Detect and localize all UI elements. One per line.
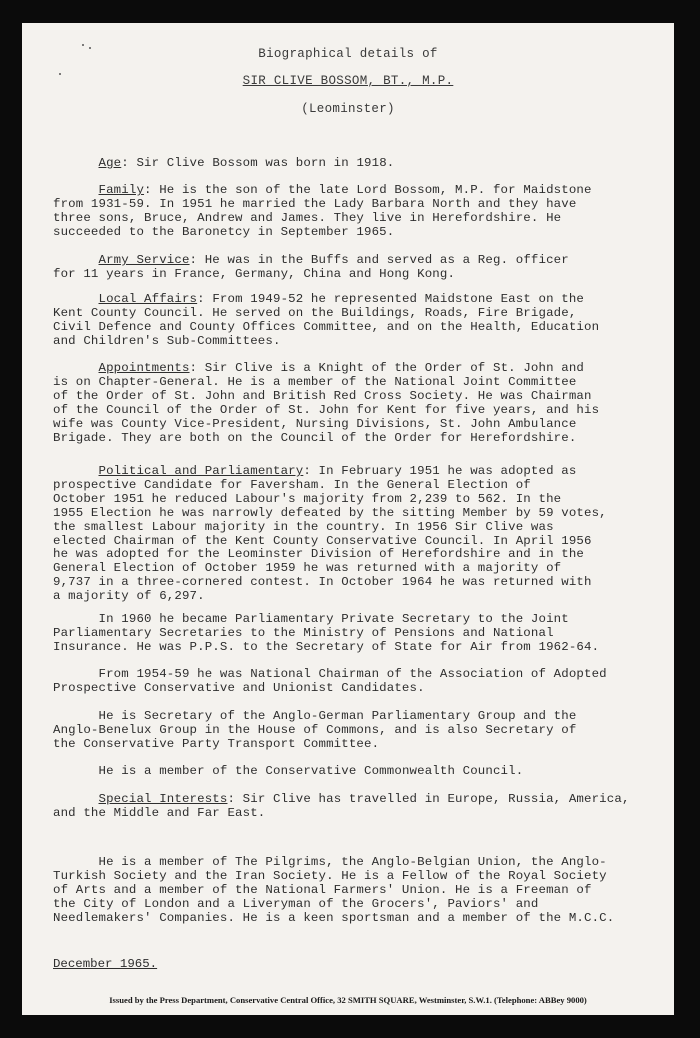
section-label: Appointments — [98, 361, 190, 375]
ink-speck — [82, 44, 84, 46]
section-label: Age — [98, 156, 122, 170]
paragraph — [53, 362, 671, 445]
paragraph — [53, 793, 671, 821]
text-line: wife was County Vice-President, Nursing Divisions, St. John Ambulance — [53, 416, 577, 431]
text-line: a majority of 6,297. — [53, 589, 205, 604]
text-line: he was adopted for the Leominster Division of Herefordshire and in the — [53, 547, 584, 562]
text-line: From 1954-59 he was National Chairman of the Association of Adopted — [98, 667, 607, 681]
text-line: October 1951 he reduced Labour's majority from 2,239 to 562. In the — [53, 491, 562, 506]
text-line: 1955 Election he was narrowly defeated by the sitting Member by 59 votes, — [53, 505, 607, 520]
text-line: of the Order of St. John and British Red Cross Society. He was Chairman — [53, 388, 592, 403]
text-line: is on Chapter-General. He is a member of the National Joint Committee — [53, 374, 577, 389]
text-line: Appointments: Sir Clive is a Knight of the Order of St. John and — [98, 361, 585, 375]
text-line: of Arts and a member of the National Farmers' Union. He is a Freeman of — [53, 882, 592, 897]
text-line: Parliamentary Secretaries to the Ministry of Pensions and National — [53, 625, 554, 640]
text-line: elected Chairman of the Kent County Conservative Council. In April 1956 — [53, 533, 592, 548]
text-line: Political and Parliamentary: In February 1951 he was adopted as — [98, 464, 577, 478]
text-line: Kent County Council. He served on the Buildings, Roads, Fire Brigade, — [53, 305, 577, 320]
text-line: Anglo-Benelux Group in the House of Commons, and is also Secretary of — [53, 722, 577, 737]
paragraph — [53, 668, 671, 696]
text-line: and the Middle and Far East. — [53, 805, 266, 820]
document-page — [22, 23, 674, 1015]
text-line: of the Council of the Order of St. John for Kent for five years, and his — [53, 402, 600, 417]
text-line: Age: Sir Clive Bossom was born in 1918. — [98, 156, 395, 170]
section-label: Army Service — [98, 253, 190, 267]
paragraph — [53, 184, 671, 240]
header-constituency: (Leominster) — [301, 102, 395, 116]
text-line: Needlemakers' Companies. He is a keen sportsman and a member of the M.C.C. — [53, 910, 615, 925]
text-line: Special Interests: Sir Clive has travelled in Europe, Russia, America, — [98, 792, 630, 806]
text-line: and Children's Sub-Committees. — [53, 333, 281, 348]
text-line: for 11 years in France, Germany, China and Hong Kong. — [53, 266, 456, 281]
paragraph — [53, 254, 671, 282]
text-line: He is a member of the Conservative Commonwealth Council. — [98, 764, 524, 778]
text-line: General Election of October 1959 he was returned with a majority of — [53, 561, 562, 576]
text-line: Prospective Conservative and Unionist Candidates. — [53, 680, 425, 695]
text-line: 9,737 in a three-cornered contest. In October 1964 he was returned with — [53, 575, 592, 590]
text-line: Family: He is the son of the late Lord Bossom, M.P. for Maidstone — [98, 183, 592, 197]
text-line: three sons, Bruce, Andrew and James. They live in Herefordshire. He — [53, 210, 562, 225]
document-date: December 1965. — [53, 957, 158, 971]
text-line: In 1960 he became Parliamentary Private Secretary to the Joint — [98, 612, 569, 626]
paragraph — [53, 710, 671, 752]
section-label: Family — [98, 183, 145, 197]
text-line: Turkish Society and the Iran Society. He is a Fellow of the Royal Society — [53, 868, 607, 883]
text-line: He is Secretary of the Anglo-German Parliamentary Group and the — [98, 709, 577, 723]
section-label: Local Affairs — [98, 292, 198, 306]
header-line: Biographical details of — [258, 47, 438, 61]
paragraph — [53, 613, 671, 655]
text-line: Army Service: He was in the Buffs and served as a Reg. officer — [98, 253, 569, 267]
paragraph — [53, 856, 671, 926]
text-line: Insurance. He was P.P.S. to the Secretary of State for Air from 1962-64. — [53, 639, 600, 654]
text-line: succeeded to the Baronetcy in September 1965. — [53, 224, 395, 239]
section-label: Political and Parliamentary — [98, 464, 304, 478]
paragraph — [53, 465, 671, 604]
paragraph — [53, 157, 671, 171]
text-line: the smallest Labour majority in the country. In 1956 Sir Clive was — [53, 519, 554, 534]
text-line: the Conservative Party Transport Committee. — [53, 736, 380, 751]
text-line: prospective Candidate for Faversham. In the General Election of — [53, 477, 531, 492]
text-line: Brigade. They are both on the Council of the Order for Herefordshire. — [53, 430, 577, 445]
text-line: Local Affairs: From 1949-52 he represented Maidstone East on the — [98, 292, 585, 306]
section-label: Special Interests — [98, 792, 228, 806]
text-line: the City of London and a Liveryman of the Grocers', Paviors' and — [53, 896, 539, 911]
header-title: SIR CLIVE BOSSOM, BT., M.P. — [242, 74, 454, 88]
text-line: He is a member of The Pilgrims, the Anglo-Belgian Union, the Anglo- — [98, 855, 607, 869]
footer-imprint: Issued by the Press Department, Conservative Central Office, 32 SMITH SQUARE, Westminster, S.W.1. (Telephone: ABBey 9000) — [109, 995, 587, 1005]
text-line: Civil Defence and County Offices Committee, and on the Health, Education — [53, 319, 600, 334]
paragraph — [53, 293, 671, 349]
text-line: from 1931-59. In 1951 he married the Lady Barbara North and they have — [53, 196, 577, 211]
paragraph — [53, 765, 671, 779]
